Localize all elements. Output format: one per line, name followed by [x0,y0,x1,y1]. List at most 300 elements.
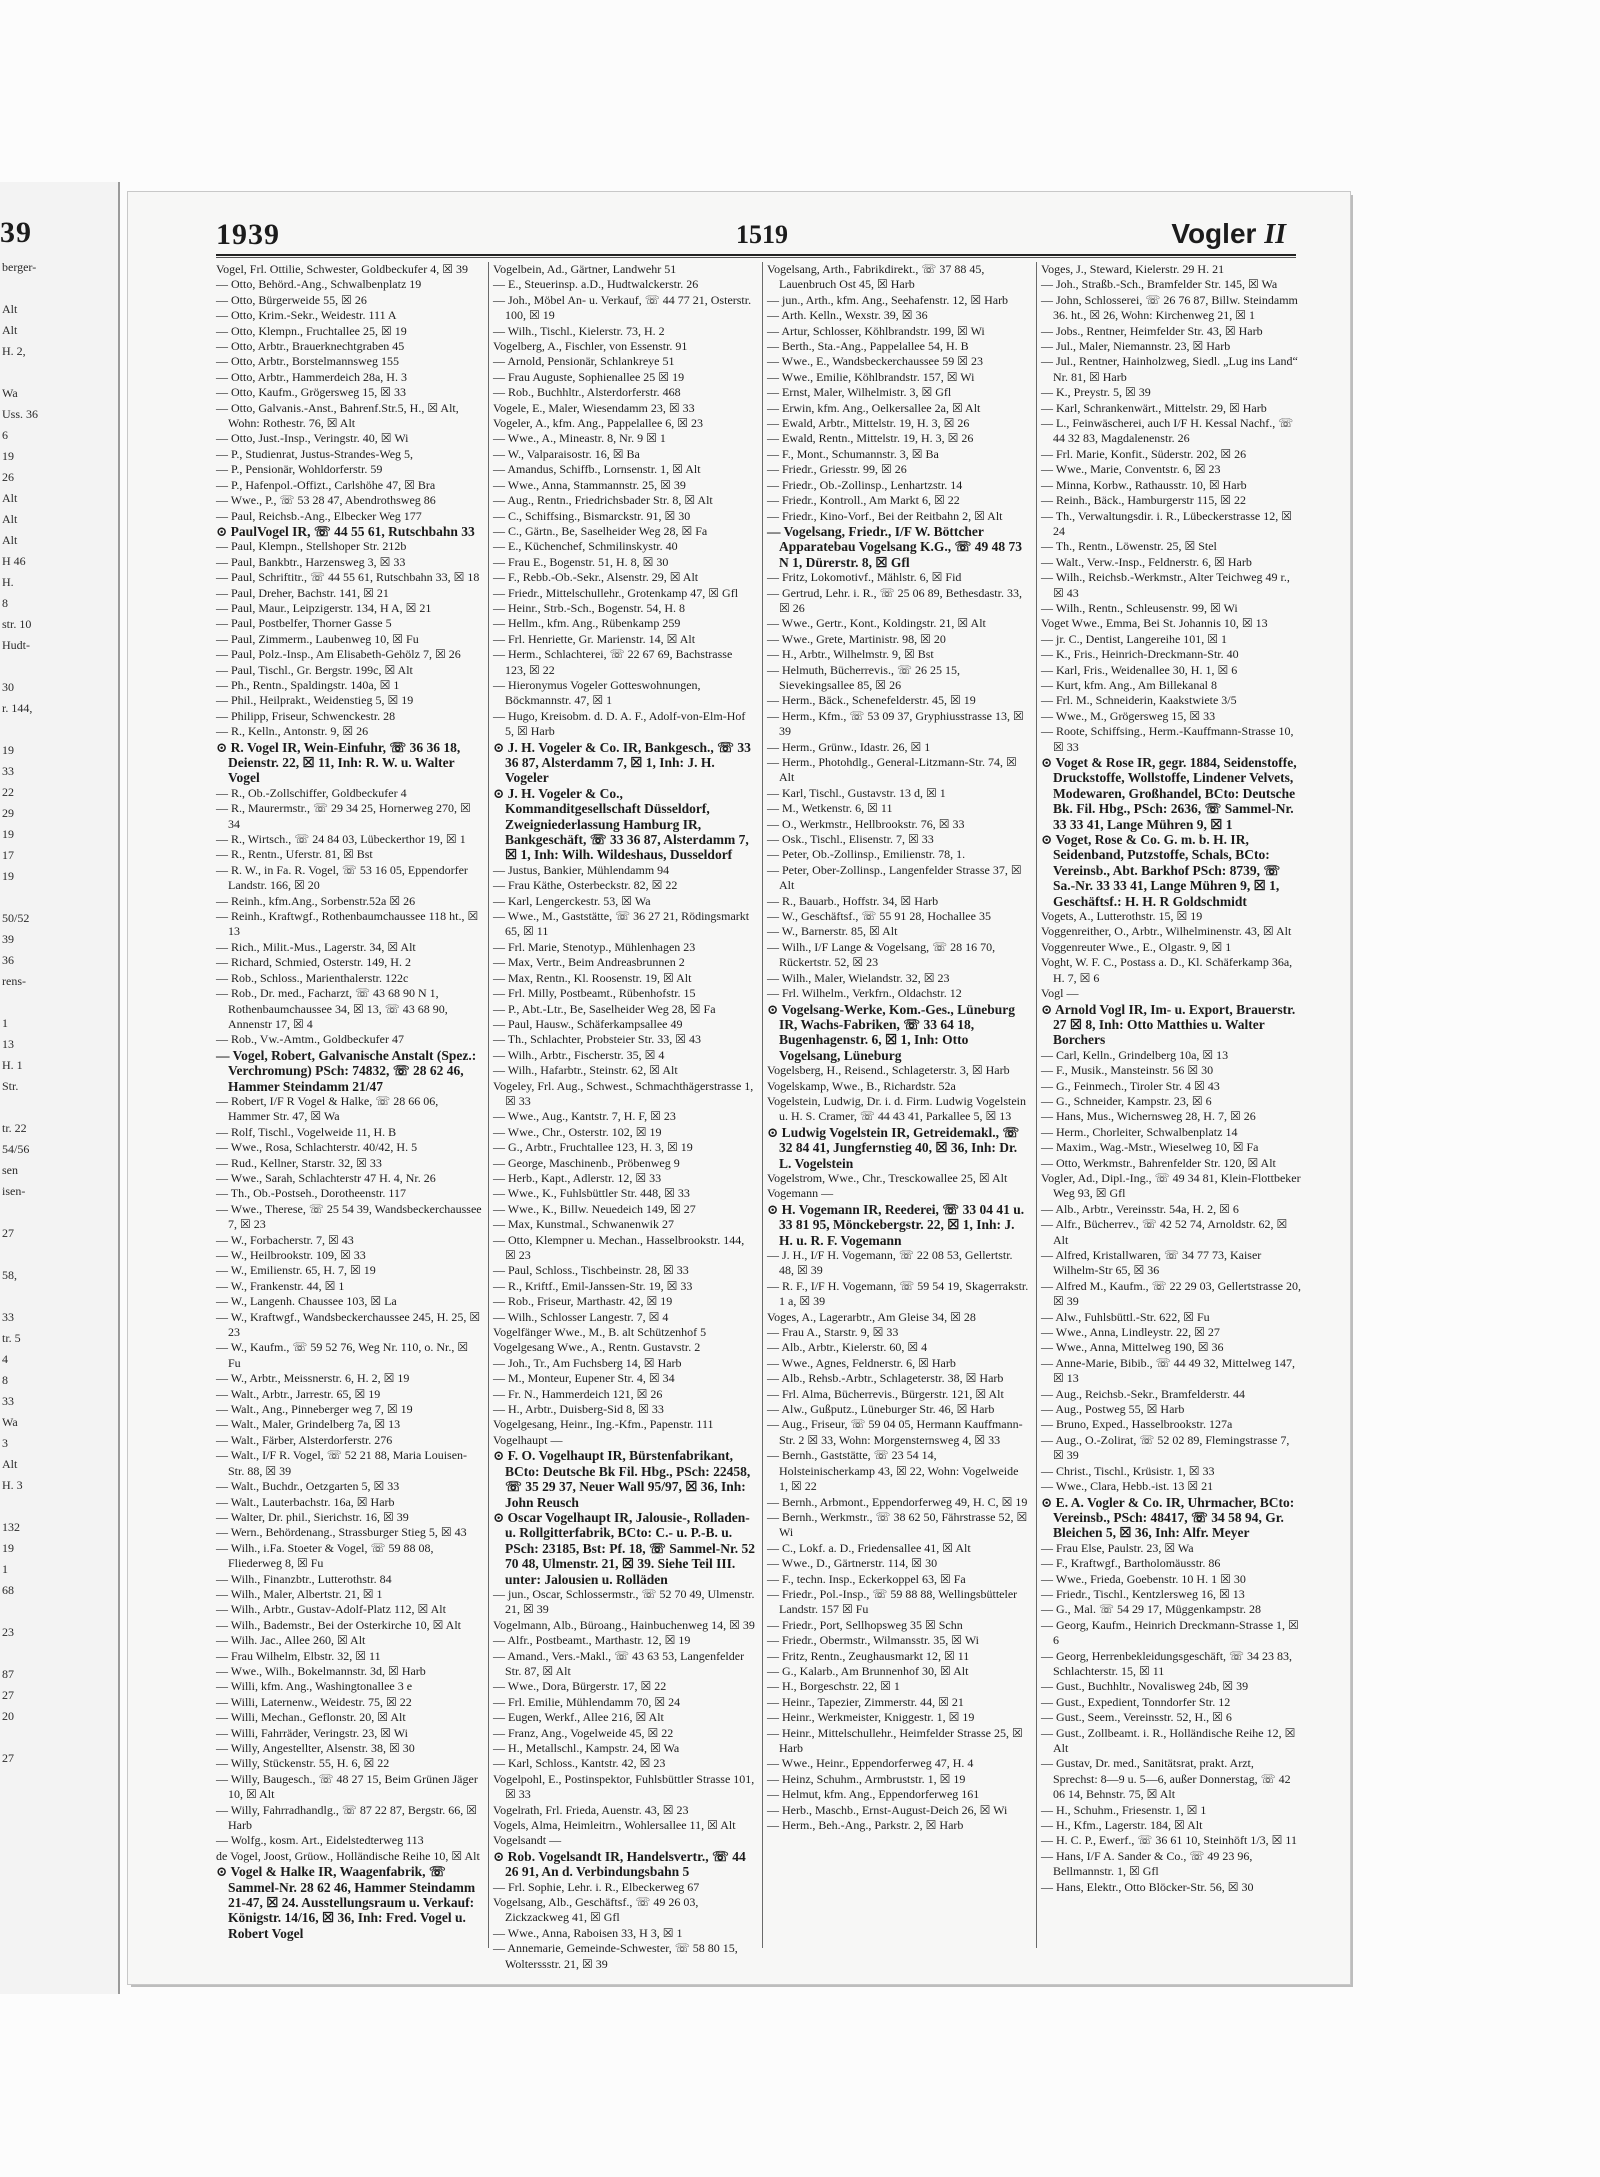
directory-entry: — R. W., in Fa. R. Vogel, ☏ 53 16 05, Eppendorfer Landstr. 166, ☒ 20 [216,862,468,893]
directory-entry: — C., Schiffsing., Bismarckstr. 91, ☒ 30 [493,508,691,523]
left-page-fragment: 8 [2,596,8,610]
directory-entry: — Gust., Seem., Vereinsstr. 52, H., ☒ 6 [1041,1710,1232,1725]
directory-entry: — Frl. Sophie, Lehr. i. R., Elbeckerweg 67 [493,1879,700,1894]
left-page-fragment: 27 [2,1751,14,1765]
directory-entry: — Arnold, Pensionär, Schlankreye 51 [493,354,675,369]
directory-entry: — Max, Kunstmal., Schwanenwik 27 [493,1217,674,1232]
directory-entry: — Wwe., K., Billw. Neuedeich 149, ☒ 27 [493,1201,696,1216]
directory-entry: — Frl. Alma, Bücherrevis., Bürgerstr. 121, ☒ Alt [767,1386,1004,1401]
directory-entry: — Willi, Laternenw., Weidestr. 75, ☒ 22 [216,1694,412,1709]
directory-entry: — Alfr., Postbeamt., Marthastr. 12, ☒ 19 [493,1633,691,1648]
directory-entry: — Minna, Korbw., Rathausstr. 10, ☒ Harb [1041,477,1247,492]
directory-entry: ⊙ Voget, Rose & Co. G. m. b. H. IR, Seidenband, Putzstoffe, Schals, BCto: Vereinsb., Abt. Barkhof PSch: 8739, ☏ Sa.-Nr. 33 33 41, Lange Mühren 9, ☒ 1, Geschäftsf.: H. H. R Goldschmidt [1041,832,1281,909]
directory-entry: — Paul, Tischl., Gr. Bergstr. 199c, ☒ Alt [216,662,413,677]
directory-entry: — W., Frankenstr. 44, ☒ 1 [216,1278,345,1293]
directory-entry: ⊙ R. Vogel IR, Wein-Einfuhr, ☏ 36 36 18, Deienstr. 22, ☒ 11, Inh: R. W. u. Walter Vogel [216,739,461,786]
directory-entry: ⊙ Vogelsang-Werke, Kom.-Ges., Lüneburg IR, Wachs-Fabriken, ☏ 33 64 18, Bugenhagenstr. 6, ☒ 1, Inh: Otto Vogelsang, Lüneburg [767,1001,1015,1063]
directory-entry: de Vogel, Joost, Grüow., Holländische Reihe 10, ☒ Alt [216,1848,480,1863]
directory-entry: — Wwe., Clara, Hebb.-ist. 13 ☒ 21 [1041,1479,1214,1494]
directory-entry: Vogelmann, Alb., Büroang., Hainbuchenweg 14, ☒ 39 [493,1617,755,1632]
directory-entry: — Bernh., Gaststätte, ☏ 23 54 14, Holsteinischerkamp 43, ☒ 22, Wohn: Vogelweide 1, ☒ 22 [767,1448,1019,1494]
directory-entry: — Amand., Vers.-Makl., ☏ 43 63 53, Langenfelder Str. 87, ☒ Alt [493,1648,745,1678]
directory-entry: — Alb., Arbtr., Kielerstr. 60, ☒ 4 [767,1340,928,1355]
left-page-fragment: H. 3 [2,1478,23,1492]
left-page-fragment: 26 [2,470,14,484]
directory-entry: ⊙ Arnold Vogl IR, Im- u. Export, Brauerstr. 27 ☒ 8, Inh: Otto Matthies u. Walter Borchers [1041,1001,1296,1048]
directory-entry: — Helmut, kfm. Ang., Eppendorferweg 161 [767,1787,980,1802]
directory-entry: Voght, W. F. C., Postass a. D., Kl. Schäferkamp 36a, H. 7, ☒ 6 [1041,955,1293,985]
directory-entry: — Paul, Dreher, Bachstr. 141, ☒ 21 [216,585,389,600]
directory-entry: — Hugo, Kreisobm. d. D. A. F., Adolf-von-Elm-Hof 5, ☒ Harb [493,708,746,739]
directory-entry: — H., Schuhm., Friesenstr. 1, ☒ 1 [1041,1802,1207,1817]
directory-entry: — W., Arbtr., Meissnerstr. 6, H. 2, ☒ 19 [216,1371,410,1386]
directory-entry: — Willy, Fahrradhandlg., ☏ 87 22 87, Bergstr. 66, ☒ Harb [216,1802,478,1833]
left-page-fragment: 54/56 [2,1142,30,1156]
directory-entry: — Paul, Klempn., Stellshoper Str. 212b [216,539,407,554]
directory-entry: — W., Emilienstr. 65, H. 7, ☒ 19 [216,1263,376,1278]
directory-entry: — Vogel, Robert, Galvanische Anstalt (Spez.: Verchromung) PSch: 74832, ☏ 28 62 46, Hammer Steindamm 21/47 [216,1047,477,1094]
directory-entry: — Reinh., Kraftwgf., Rothenbaumchaussee 118 ht., ☒ 13 [216,909,479,939]
left-page-fragment: 1 [2,1562,8,1576]
directory-entry: — Aug., Rentn., Friedrichsbader Str. 8, ☒ Alt [493,493,713,508]
directory-entry: — Rob., Dr. med., Facharzt, ☏ 43 68 90 N 1, Rothenbaumchaussee 34, ☒ 13, ☏ 43 68 90, Annenstr 17, ☒ 4 [216,986,448,1031]
directory-entry: — Maxim., Wag.-Mstr., Wieselweg 10, ☒ Fa [1041,1140,1259,1155]
directory-entry: — jun., Oscar, Schlossermstr., ☏ 52 70 49, Ulmenstr. 21, ☒ 39 [493,1586,755,1617]
left-page-fragment: Alt [2,491,18,505]
directory-entry: — Wilh., I/F Lange & Vogelsang, ☏ 28 16 70, Rückertstr. 52, ☒ 23 [767,939,996,970]
directory-entry: — Kurt, kfm. Ang., Am Billekanal 8 [1041,677,1217,692]
directory-entry: — Friedr., Obermstr., Wilmansstr. 35, ☒ Wi [767,1633,980,1648]
directory-entry: — Hieronymus Vogeler Gotteswohnungen, Böckmannstr. 47, ☒ 1 [493,677,701,708]
directory-entry: — E., Küchenchef, Schmilinskystr. 40 [493,539,678,554]
directory-entry: — C., Gärtn., Be, Saselheider Weg 28, ☒ Fa [493,523,708,538]
directory-entry: — Walt., Arbtr., Jarrestr. 65, ☒ 19 [216,1386,381,1401]
directory-entry: ⊙ J. H. Vogeler & Co. IR, Bankgesch., ☏ 33 36 87, Alsterdamm 7, ☒ 1, Inh: J. H. Vogeler [493,739,751,786]
directory-entry: — Karl, Schloss., Kantstr. 42, ☒ 23 [493,1756,666,1771]
directory-entry: — R., Bauarb., Hoffstr. 34, ☒ Harb [767,893,939,908]
directory-entry: Vogel, Frl. Ottilie, Schwester, Goldbeckufer 4, ☒ 39 [216,262,469,276]
left-page-fragment: berger- [2,260,37,274]
directory-entry: — Peter, Ob.-Zollinsp., Emilienstr. 78, 1. [767,847,966,862]
left-page-fragment: Str. [2,1079,19,1093]
left-page-fragment: isen- [2,1184,26,1198]
directory-entry: — Fritz, Lokomotivf., Mählstr. 6, ☒ Fid [767,570,962,585]
directory-entry: — Frl. Marie, Konfit., Süderstr. 202, ☒ 26 [1041,446,1247,461]
directory-entry: — R., Wirtsch., ☏ 24 84 03, Lübeckerthor 19, ☒ 1 [216,832,466,847]
directory-entry: — Friedr., Kino-Vorf., Bei der Reitbahn 2, ☒ Alt [767,508,1003,523]
directory-entry: — Herm., Bäck., Schenefelderstr. 45, ☒ 19 [767,693,976,708]
directory-entry: — Jul., Maler, Niemannstr. 23, ☒ Harb [1041,339,1231,354]
left-page-fragment: Alt [2,323,18,337]
directory-entry: — W., Geschäftsf., ☏ 55 91 28, Hochallee 35 [767,909,991,924]
directory-entry: — Friedr., Mittelschullehr., Grotenkamp 47, ☒ Gfl [493,585,739,600]
directory-entry: — Peter, Ober-Zollinsp., Langenfelder Strasse 37, ☒ Alt [767,862,1022,893]
directory-entry: — Willy, Angestellter, Alsenstr. 38, ☒ 30 [216,1741,415,1755]
left-page-fragment: 1 [2,1016,8,1030]
directory-entry: — Phil., Heilprakt., Weidenstieg 5, ☒ 19 [216,693,414,708]
left-page-fragment: 19 [2,449,14,463]
left-page-fragment: 58, [2,1268,17,1282]
directory-entry: — Gust., Expedient, Tonndorfer Str. 12 [1041,1694,1231,1709]
left-page-year: 39 [0,216,32,249]
left-page-edge [0,182,120,1994]
directory-entry: — C., Lokf. a. D., Friedensallee 41, ☒ Alt [767,1540,971,1555]
directory-entry: — Gustav, Dr. med., Sanitätsrat, prakt. Arzt, Sprechst: 8—9 u. 5—6, außer Donnerstag, ☏ 42 06 14, Behnstr. 75, ☒ Alt [1041,1756,1291,1802]
header-rule [216,254,1296,256]
directory-entry: — Wwe., Aug., Kantstr. 7, H. F, ☒ 23 [493,1109,676,1124]
directory-entry: ⊙ Oscar Vogelhaupt IR, Jalousie-, Rolladen- u. Rollgitterfabrik, BCto: C.- u. P.-B. u. PSch: 23185, Bst: Pf. 18, ☏ Sammel-Nr. 52 70 48, Ulmenstr. 21, ☒ 39. Siehe Teil III. unter: Jalousien u. Rolläden [493,1509,755,1587]
directory-entry: Vogelsang, Arth., Fabrikdirekt., ☏ 37 88 45, Lauenbruch Ost 45, ☒ Harb [767,262,985,292]
directory-entry: — Christ., Tischl., Krüsistr. 1, ☒ 33 [1041,1463,1215,1478]
directory-entry: — Wern., Behördenang., Strassburger Stieg 5, ☒ 43 [216,1525,467,1540]
directory-entry: — Philipp, Friseur, Schwenckestr. 28 [216,708,396,723]
directory-entry: Vogeler, A., kfm. Ang., Pappelallee 6, ☒ 23 [493,416,704,431]
directory-entry: — Joh., Straßb.-Sch., Bramfelder Str. 145, ☒ Wa [1041,277,1278,292]
directory-entry: — Wwe., Anna, Raboisen 33, H 3, ☒ 1 [493,1925,683,1940]
directory-entry: — L., Feinwäscherei, auch I/F H. Kessal Nachf., ☏ 44 32 83, Magdalenenstr. 26 [1041,416,1294,446]
directory-entry: — G., Arbtr., Fruchtallee 123, H. 3, ☒ 19 [493,1140,693,1155]
directory-entry: — George, Maschinenb., Pröbenweg 9 [493,1155,680,1170]
directory-entry: — Herm., Beh.-Ang., Parkstr. 2, ☒ Harb [767,1818,964,1833]
directory-entry: — Heinr., Tapezier, Zimmerstr. 44, ☒ 21 [767,1694,964,1709]
directory-entry: — Paul, Reichsb.-Ang., Elbecker Weg 177 [216,508,422,523]
directory-entry: — Karl, Schrankenwärt., Mittelstr. 29, ☒ Harb [1041,400,1267,415]
directory-entry: — R., Rentn., Uferstr. 81, ☒ Bst [216,847,373,862]
directory-entry: — W., Kaufm., ☏ 59 52 76, Weg Nr. 110, o. Nr., ☒ Fu [216,1340,469,1370]
directory-entry: Vogelstrom, Wwe., Chr., Tresckowallee 25, ☒ Alt [767,1170,1008,1185]
left-page-fragment: 33 [2,1310,14,1324]
directory-entry: — Alw., Fuhlsbüttl.-Str. 622, ☒ Fu [1041,1309,1210,1324]
directory-entry: — Bernh., Arbmont., Eppendorferweg 49, H. C, ☒ 19 [767,1494,1028,1509]
directory-entry: — Walt., Färber, Alsterdorferstr. 276 [216,1432,393,1447]
directory-entry: Vogelstein, Ludwig, Dr. i. d. Firm. Ludwig Vogelstein u. H. S. Cramer, ☏ 44 43 41, Parkallee 5, ☒ 13 [767,1093,1027,1124]
directory-entry: Vogemann — [767,1186,834,1201]
directory-entry: — Otto, Werkmstr., Bahrenfelder Str. 120, ☒ Alt [1041,1155,1276,1170]
directory-entry: Vogeley, Frl. Aug., Schwest., Schmachthägerstrasse 1, ☒ 33 [493,1078,754,1108]
directory-entry: — K., Preystr. 5, ☒ 39 [1041,385,1151,400]
directory-entry: — Rolf, Tischl., Vogelweide 11, H. B [216,1124,397,1139]
directory-entry: — Friedr., Tischl., Kentzlersweg 16, ☒ 13 [1041,1586,1245,1601]
left-page-fragment: 19 [2,827,14,841]
left-page-fragment: 8 [2,1373,8,1387]
directory-entry: — W., Forbacherstr. 7, ☒ 43 [216,1232,354,1247]
directory-entry: — Otto, Behörd.-Ang., Schwalbenplatz 19 [216,277,422,292]
directory-entry: — Frau A., Starstr. 9, ☒ 33 [767,1325,899,1340]
directory-entry: — John, Schlosserei, ☏ 26 76 87, Billw. Steindamm 36. ht., ☒ 26, Wohn: Kirchenweg 21, ☒ 1 [1041,292,1298,323]
directory-entry: — G., Schneider, Kampstr. 23, ☒ 6 [1041,1093,1212,1108]
directory-entry: — G., Feinmech., Tiroler Str. 4 ☒ 43 [1041,1078,1220,1093]
directory-entry: — F., Rebb.-Ob.-Sekr., Alsenstr. 29, ☒ Alt [493,570,699,585]
directory-entry: — M., Monteur, Eupener Str. 4, ☒ 34 [493,1371,675,1386]
directory-entry: — Walt., Ang., Pinneberger weg 7, ☒ 19 [216,1402,413,1417]
left-page-fragment: str. 10 [2,617,32,631]
directory-entry: — Bruno, Exped., Hasselbrookstr. 127a [1041,1417,1233,1432]
directory-entry: ⊙ Ludwig Vogelstein IR, Getreidemakl., ☏ 32 84 41, Jungfernstieg 40, ☒ 36, Inh: Dr. L. Vogelstein [767,1124,1020,1171]
left-page-fragment: Wa [2,1415,18,1429]
left-page-fragment: 29 [2,806,14,820]
directory-entry: — Paul, Schriftitr., ☏ 44 55 61, Rutschbahn 33, ☒ 18 [216,570,480,585]
directory-entry: — Th., Rentn., Löwenstr. 25, ☒ Stel [1041,539,1217,554]
directory-entry: — Wwe., Dora, Bürgerstr. 17, ☒ 22 [493,1679,667,1694]
directory-entry: — Th., Schlachter, Probsteier Str. 33, ☒ 43 [493,1032,702,1047]
directory-entry: — Karl, Tischl., Gustavstr. 13 d, ☒ 1 [767,785,946,800]
directory-entry: ⊙ J. H. Vogeler & Co., Kommanditgesellschaft Düsseldorf, Zweigniederlassung Hamburg IR, Bankgeschäft, ☏ 33 36 87, Alsterdamm 7, ☒ 1, Inh: Wilh. Wildeshaus, Dusseldorf [493,785,749,863]
directory-entry: — Reinh., Bäck., Hamburgerstr 115, ☒ 22 [1041,493,1247,508]
directory-entry: — Th., Verwaltungsdir. i. R., Lübeckerstrasse 12, ☒ 24 [1041,508,1292,538]
directory-entry: — Herb., Kapt., Adlerstr. 12, ☒ 33 [493,1170,662,1185]
left-page-fragment: rens- [2,974,26,988]
directory-entry: — Georg, Kaufm., Heinrich Dreckmann-Strasse 1, ☒ 6 [1041,1617,1299,1648]
directory-entry: — Wwe., Emilie, Köhlbrandstr. 157, ☒ Wi [767,369,975,384]
left-page-fragment: 4 [2,1352,8,1366]
directory-entry: — Erwin, kfm. Ang., Oelkersallee 2a, ☒ Alt [767,400,981,415]
directory-entry: — Willy, Baugesch., ☏ 48 27 15, Beim Grünen Jäger 10, ☒ Alt [216,1771,478,1802]
directory-entry: — Aug., Postweg 55, ☒ Harb [1041,1402,1185,1417]
left-page-fragment: H. 2, [2,344,26,358]
directory-entry: — Paul, Polz.-Insp., Am Elisabeth-Gehölz 7, ☒ 26 [216,647,461,662]
directory-entry: — Wwe., M., Gaststätte, ☏ 36 27 21, Rödingsmarkt 65, ☒ 11 [493,909,750,939]
directory-entry: — Arth. Kelln., Wexstr. 39, ☒ 36 [767,308,928,323]
left-page-fragment: r. 144, [2,701,33,715]
directory-entry: — jun., Arth., kfm. Ang., Seehafenstr. 12, ☒ Harb [767,292,1009,307]
directory-entry: — Heinr., Strb.-Sch., Bogenstr. 54, H. 8 [493,600,685,615]
directory-entry: — Frl. Milly, Postbeamt., Rübenhofstr. 15 [493,986,696,1001]
directory-entry: — Wilh., Arbtr., Fischerstr. 35, ☒ 4 [493,1047,665,1062]
directory-entry: — Wwe., Gertr., Kont., Koldingstr. 21, ☒ Alt [767,616,986,631]
directory-entry: — R., Kelln., Antonstr. 9, ☒ 26 [216,724,369,739]
directory-entry: Vogelsandt — [493,1833,562,1848]
directory-entry: — Alb., Rehsb.-Arbtr., Schlageterstr. 38, ☒ Harb [767,1371,1004,1386]
left-page-fragment: 33 [2,764,14,778]
directory-entry: — Helmuth, Bücherrevis., ☏ 26 25 15, Sievekingsallee 85, ☒ 26 [767,662,960,692]
directory-entry: — Walt., Lauterbachstr. 16a, ☒ Harb [216,1494,395,1509]
left-page-fragment: Alt [2,1457,18,1471]
directory-entry: — Walt., Maler, Grindelberg 7a, ☒ 13 [216,1417,401,1432]
directory-entry: — W., Langenh. Chaussee 103, ☒ La [216,1294,397,1309]
left-page-fragment: H 46 [2,554,26,568]
left-page-fragment: 30 [2,680,14,694]
header-rule-thin [216,257,1296,258]
directory-entry: — Aug., O.-Zolirat, ☏ 52 02 89, Flemingstrasse 7, ☒ 39 [1041,1432,1290,1463]
page-year: 1939 [216,218,280,251]
directory-entry: — Fr. N., Hammerdeich 121, ☒ 26 [493,1386,663,1401]
directory-entry: — Paul, Hausw., Schäferkampsallee 49 [493,1016,683,1031]
directory-entry: — Rich., Milit.-Mus., Lagerstr. 34, ☒ Alt [216,939,416,954]
directory-entry: — Wwe., K., Fuhlsbüttler Str. 448, ☒ 33 [493,1186,690,1201]
directory-entry: — Annemarie, Gemeinde-Schwester, ☏ 58 80 15, Wolterssstr. 21, ☒ 39 [493,1941,738,1971]
directory-entry: — Herm., Grünw., Idastr. 26, ☒ 1 [767,739,931,754]
directory-entry: — Frl. Marie, Stenotyp., Mühlenhagen 23 [493,939,696,954]
directory-entry: — Willi, Mechan., Geflonstr. 20, ☒ Alt [216,1710,406,1725]
left-page-fragment: tr. 22 [2,1121,27,1135]
directory-entry: — Anne-Marie, Bibib., ☏ 44 49 32, Mittelweg 147, ☒ 13 [1041,1355,1295,1386]
directory-entry: — Aug., Reichsb.-Sekr., Bramfelderstr. 44 [1041,1386,1245,1401]
left-page-fragment: Uss. 36 [2,407,39,421]
directory-entry: — Gust., Buchhltr., Novalisweg 24b, ☒ 39 [1041,1679,1249,1694]
directory-entry: — Wwe., Chr., Osterstr. 102, ☒ 19 [493,1124,662,1139]
left-page-fragment: tr. 5 [2,1331,21,1345]
directory-entry: — Frau Auguste, Sophienallee 25 ☒ 19 [493,369,685,384]
directory-entry: — Walt., I/F R. Vogel, ☏ 52 21 88, Maria Louisen-Str. 88, ☒ 39 [216,1448,468,1478]
directory-entry: ⊙ H. Vogemann IR, Reederei, ☏ 33 04 41 u. 33 81 95, Mönckebergstr. 22, ☒ 1, Inh: J. H. u. R. F. Vogemann [767,1201,1025,1248]
directory-entry: — jr. C., Dentist, Langereihe 101, ☒ 1 [1041,631,1228,646]
directory-entry: ⊙ E. A. Vogler & Co. IR, Uhrmacher, BCto: Vereinsb., PSch: 48417, ☏ 34 58 94, Gr. Bleichen 5, ☒ 36, Inh: Alfr. Meyer [1041,1494,1295,1541]
directory-entry: — Wwe., Anna, Stammannstr. 25, ☒ 39 [493,477,686,492]
directory-entry: — Friedr., Port, Sellhopsweg 35 ☒ Schn [767,1617,963,1632]
directory-entry: — Paul, Maur., Leipzigerstr. 134, H A, ☒ 21 [216,600,432,615]
left-page-fragment: Alt [2,512,18,526]
column-3 [762,262,1029,1948]
directory-entry: Voges, A., Lagerarbtr., Am Gleise 34, ☒ 28 [767,1309,976,1324]
left-page-fragment: H. 1 [2,1058,23,1072]
directory-entry: — Paul, Zimmerm., Laubenweg 10, ☒ Fu [216,631,419,646]
directory-entry: — F., techn. Insp., Eckerkoppel 63, ☒ Fa [767,1571,966,1586]
directory-entry: Vogelbein, Ad., Gärtner, Landwehr 51 [493,262,677,276]
directory-entry: — Franz, Ang., Vogelweide 45, ☒ 22 [493,1725,674,1740]
directory-entry: — Wwe., A., Mineastr. 8, Nr. 9 ☒ 1 [493,431,666,446]
left-page-fragment: 27 [2,1226,14,1240]
directory-entry: — Wilh., Tischl., Kielerstr. 73, H. 2 [493,323,665,338]
directory-entry: — Wwe., D., Gärtnerstr. 114, ☒ 30 [767,1556,938,1571]
left-page-fragment: 27 [2,1688,14,1702]
column-4 [1036,262,1301,1948]
directory-entry: — Hans, I/F A. Sander & Co., ☏ 49 23 96, Bellmannstr. 1, ☒ Gfl [1041,1848,1253,1879]
directory-entry: — Walt., Verw.-Insp., Feldnerstr. 6, ☒ Harb [1041,554,1252,569]
directory-entry: — Wilh., Hafarbtr., Steinstr. 62, ☒ Alt [493,1063,678,1078]
directory-entry: — Rob., Buchhltr., Alsterdorferstr. 468 [493,385,681,400]
left-page-fragment: 19 [2,869,14,883]
left-page-fragment: 132 [2,1520,20,1534]
directory-entry: — Wilh., Finanzbtr., Lutterothstr. 84 [216,1571,392,1586]
directory-entry: — P., Pensionär, Wohldorferstr. 59 [216,462,383,477]
directory-entry: — Wilh., Rentn., Schleusenstr. 99, ☒ Wi [1041,600,1238,615]
directory-entry: — Frau Else, Paulstr. 23, ☒ Wa [1041,1540,1194,1555]
directory-entry: — Otto, Arbtr., Hammerdeich 28a, H. 3 [216,369,407,384]
directory-entry: — Jul., Rentner, Hainholzweg, Siedl. „Lug ins Land“ Nr. 81, ☒ Harb [1041,354,1298,384]
columns [216,262,1301,1971]
directory-entry: — Bernh., Werkmstr., ☏ 38 62 50, Fährstrasse 52, ☒ Wi [767,1509,1028,1540]
directory-entry: — Jobs., Rentner, Heimfelder Str. 43, ☒ Harb [1041,323,1263,338]
directory-entry: — Alfr., Bücherrev., ☏ 42 52 74, Arnoldstr. 62, ☒ Alt [1041,1217,1288,1247]
directory-entry: — Gertrud, Lehr. i. R., ☏ 25 06 89, Bethesdastr. 33, ☒ 26 [767,585,1022,615]
directory-entry: — Walter, Dr. phil., Sierichstr. 16, ☒ 39 [216,1509,409,1524]
directory-entry: — H., Borgeschstr. 22, ☒ 1 [767,1679,900,1694]
directory-entry: ⊙ Voget & Rose IR, gegr. 1884, Seidenstoffe, Druckstoffe, Wollstoffe, Lindener Velvets, Modewaren, Großhandel, BCto: Deutsche Bk. Fil. Hbg., PSch: 2636, ☏ Sammel-Nr. 33 33 41, Lange Mühren 9, ☒ 1 [1041,755,1297,832]
directory-entry: — Otto, Bürgerweide 55, ☒ 26 [216,292,367,307]
directory-entry: — Wilh., Maler, Wielandstr. 32, ☒ 23 [767,970,950,985]
directory-entry: — Ernst, Maler, Wilhelmistr. 3, ☒ Gfl [767,385,952,400]
directory-entry: — Wwe., Wilh., Bokelmannstr. 3d, ☒ Harb [216,1663,426,1678]
directory-entry: — P., Studienrat, Justus-Strandes-Weg 5, [216,446,414,461]
column-2 [488,262,755,1971]
left-page-fragment: 22 [2,785,14,799]
directory-entry: Vogelfänger Wwe., M., B. alt Schützenhof 5 [493,1325,707,1340]
directory-entry: — R., Ob.-Zollschiffer, Goldbeckufer 4 [216,785,407,800]
directory-entry: — Friedr., Ob.-Zollinsp., Lenhartzstr. 14 [767,477,963,492]
directory-entry: — Rob., Friseur, Marthastr. 42, ☒ 19 [493,1294,673,1309]
directory-entry: Vogelgesang Wwe., A., Rentn. Gustavstr. 2 [493,1340,701,1355]
left-page-fragment: Hudt- [2,638,30,652]
directory-entry: — Osk., Tischl., Elisenstr. 7, ☒ 33 [767,832,934,847]
left-page-fragment: Alt [2,533,18,547]
directory-entry: — Otto, Arbtr., Brauerknechtgraben 45 [216,339,405,354]
directory-entry: — Frl. Wilhelm., Verkfrn., Oldachstr. 12 [767,986,962,1001]
directory-entry: — Frau Wilhelm, Elbstr. 32, ☒ 11 [216,1648,381,1663]
directory-entry: — Otto, Krim.-Sekr., Weidestr. 111 A [216,308,397,323]
directory-entry: — Alfred M., Kaufm., ☏ 22 29 03, Gellertstrasse 20, ☒ 39 [1041,1278,1301,1309]
directory-entry: ⊙ PaulVogel IR, ☏ 44 55 61, Rutschbahn 33 [216,523,475,539]
directory-entry: — W., Barnerstr. 85, ☒ Alt [767,924,898,939]
directory-entry: — Wilh. Jac., Allee 260, ☒ Alt [216,1633,366,1648]
directory-entry: — Joh., Tr., Am Fuchsberg 14, ☒ Harb [493,1355,682,1370]
directory-entry: — Ewald, Rentn., Mittelstr. 19, H. 3, ☒ 26 [767,431,974,446]
left-page-fragment: Wa [2,386,18,400]
directory-entry: — Wwe., P., ☏ 53 28 47, Abendrothsweg 86 [216,493,436,508]
directory-entry: — H. C. P., Ewerf., ☏ 36 61 10, Steinhöft 1/3, ☒ 11 [1041,1833,1297,1848]
directory-entry: — Paul, Postbelfer, Thorner Gasse 5 [216,616,392,631]
directory-entry: Vogelhaupt — [493,1432,563,1447]
left-page-fragment: 20 [2,1709,14,1723]
directory-entry: — Vogelsang, Friedr., I/F W. Böttcher Apparatebau Vogelsang K.G., ☏ 49 48 73 N 1, Dürerstr. 8, ☒ Gfl [767,523,1023,570]
left-page-fragment: 68 [2,1583,14,1597]
directory-entry: — Friedr., Kontroll., Am Markt 6, ☒ 22 [767,493,960,508]
directory-entry: — Herm., Kfm., ☏ 53 09 37, Gryphiusstrasse 13, ☒ 39 [767,708,1024,739]
directory-entry: Vogelrath, Frl. Frieda, Auenstr. 43, ☒ 23 [493,1802,689,1817]
directory-entry: — Wilh., Bademstr., Bei der Osterkirche 10, ☒ Alt [216,1617,462,1632]
directory-entry: — Wwe., Heinr., Eppendorferweg 47, H. 4 [767,1756,974,1771]
directory-entry: — Wwe., Agnes, Feldnerstr. 6, ☒ Harb [767,1355,956,1370]
left-page-fragment: 19 [2,743,14,757]
directory-entry: — W., Heilbrookstr. 109, ☒ 33 [216,1248,366,1262]
directory-entry: — Wwe., Marie, Conventstr. 6, ☒ 23 [1041,462,1221,477]
directory-entry: — Otto, Galvanis.-Anst., Bahrenf.Str.5, H., ☒ Alt, Wohn: Rothestr. 76, ☒ Alt [216,400,459,431]
directory-entry: — Wwe., E., Wandsbeckerchaussee 59 ☒ 23 [767,354,983,369]
directory-entry: — F., Mont., Schumannstr. 3, ☒ Ba [767,446,939,461]
directory-entry: — Karl, Lengerckestr. 53, ☒ Wa [493,893,651,908]
directory-entry: — O., Werkmstr., Hellbrookstr. 76, ☒ 33 [767,816,965,831]
directory-entry: — H., Arbtr., Duisberg-Sid 8, ☒ 33 [493,1402,664,1417]
directory-entry: Vogelberg, A., Fischler, von Essenstr. 91 [493,339,688,354]
directory-entry: — Wwe., Anna, Lindleystr. 22, ☒ 27 [1041,1325,1220,1340]
directory-entry: — Carl, Kelln., Grindelberg 10a, ☒ 13 [1041,1047,1229,1062]
page-number: 1519 [736,220,788,249]
directory-entry: — Wolfg., kosm. Art., Eidelstedterweg 113 [216,1833,424,1848]
directory-page [128,192,1350,1984]
directory-entry: — Paul, Bankbtr., Harzensweg 3, ☒ 33 [216,554,406,569]
directory-entry: — Wilh., Arbtr., Gustav-Adolf-Platz 112, ☒ Alt [216,1602,446,1617]
directory-entry: — G., Kalarb., Am Brunnenhof 30, ☒ Alt [767,1663,969,1678]
directory-entry: — Th., Ob.-Postseh., Dorotheenstr. 117 [216,1186,406,1201]
directory-entry: — H., Metallschl., Kampstr. 24, ☒ Wa [493,1741,680,1755]
directory-entry: — Frl. Emilie, Mühlendamm 70, ☒ 24 [493,1694,681,1709]
directory-entry: — Wwe., Rosa, Schlachterstr. 40/42, H. 5 [216,1140,418,1155]
directory-entry: — Heinr., Mittelschullehr., Heimfelder Strasse 25, ☒ Harb [767,1725,1023,1755]
directory-entry: — Hans, Mus., Wichernsweg 28, H. 7, ☒ 26 [1041,1109,1256,1124]
directory-entry: — H., Arbtr., Wilhelmstr. 9, ☒ Bst [767,647,934,662]
left-page-fragment: Alt [2,302,18,316]
directory-entry: — Heinr., Werkmeister, Kniggestr. 1, ☒ 19 [767,1710,975,1725]
left-page-fragment: 13 [2,1037,14,1051]
directory-entry: Vogelsberg, H., Reisend., Schlageterstr. 3, ☒ Harb [767,1063,1010,1078]
directory-entry: Vogets, A., Lutterothstr. 15, ☒ 19 [1041,909,1203,924]
directory-entry: Vogl — [1041,986,1079,1001]
directory-entry: — Roote, Schiffsing., Herm.-Kauffmann-Strasse 10, ☒ 33 [1041,724,1294,754]
directory-entry: — E., Steuerinsp. a.D., Hudtwalckerstr. 26 [493,277,699,292]
directory-entry: Vogelgesang, Heinr., Ing.-Kfm., Papenstr. 111 [493,1417,714,1432]
directory-entry: — Wwe., Grete, Martinistr. 98, ☒ 20 [767,631,946,646]
directory-entry: — P., Abt.-Ltr., Be, Saselheider Weg 28, ☒ Fa [493,1001,716,1016]
directory-entry: — Herm., Schlachterei, ☏ 22 67 69, Bachstrasse 123, ☒ 22 [493,647,733,677]
